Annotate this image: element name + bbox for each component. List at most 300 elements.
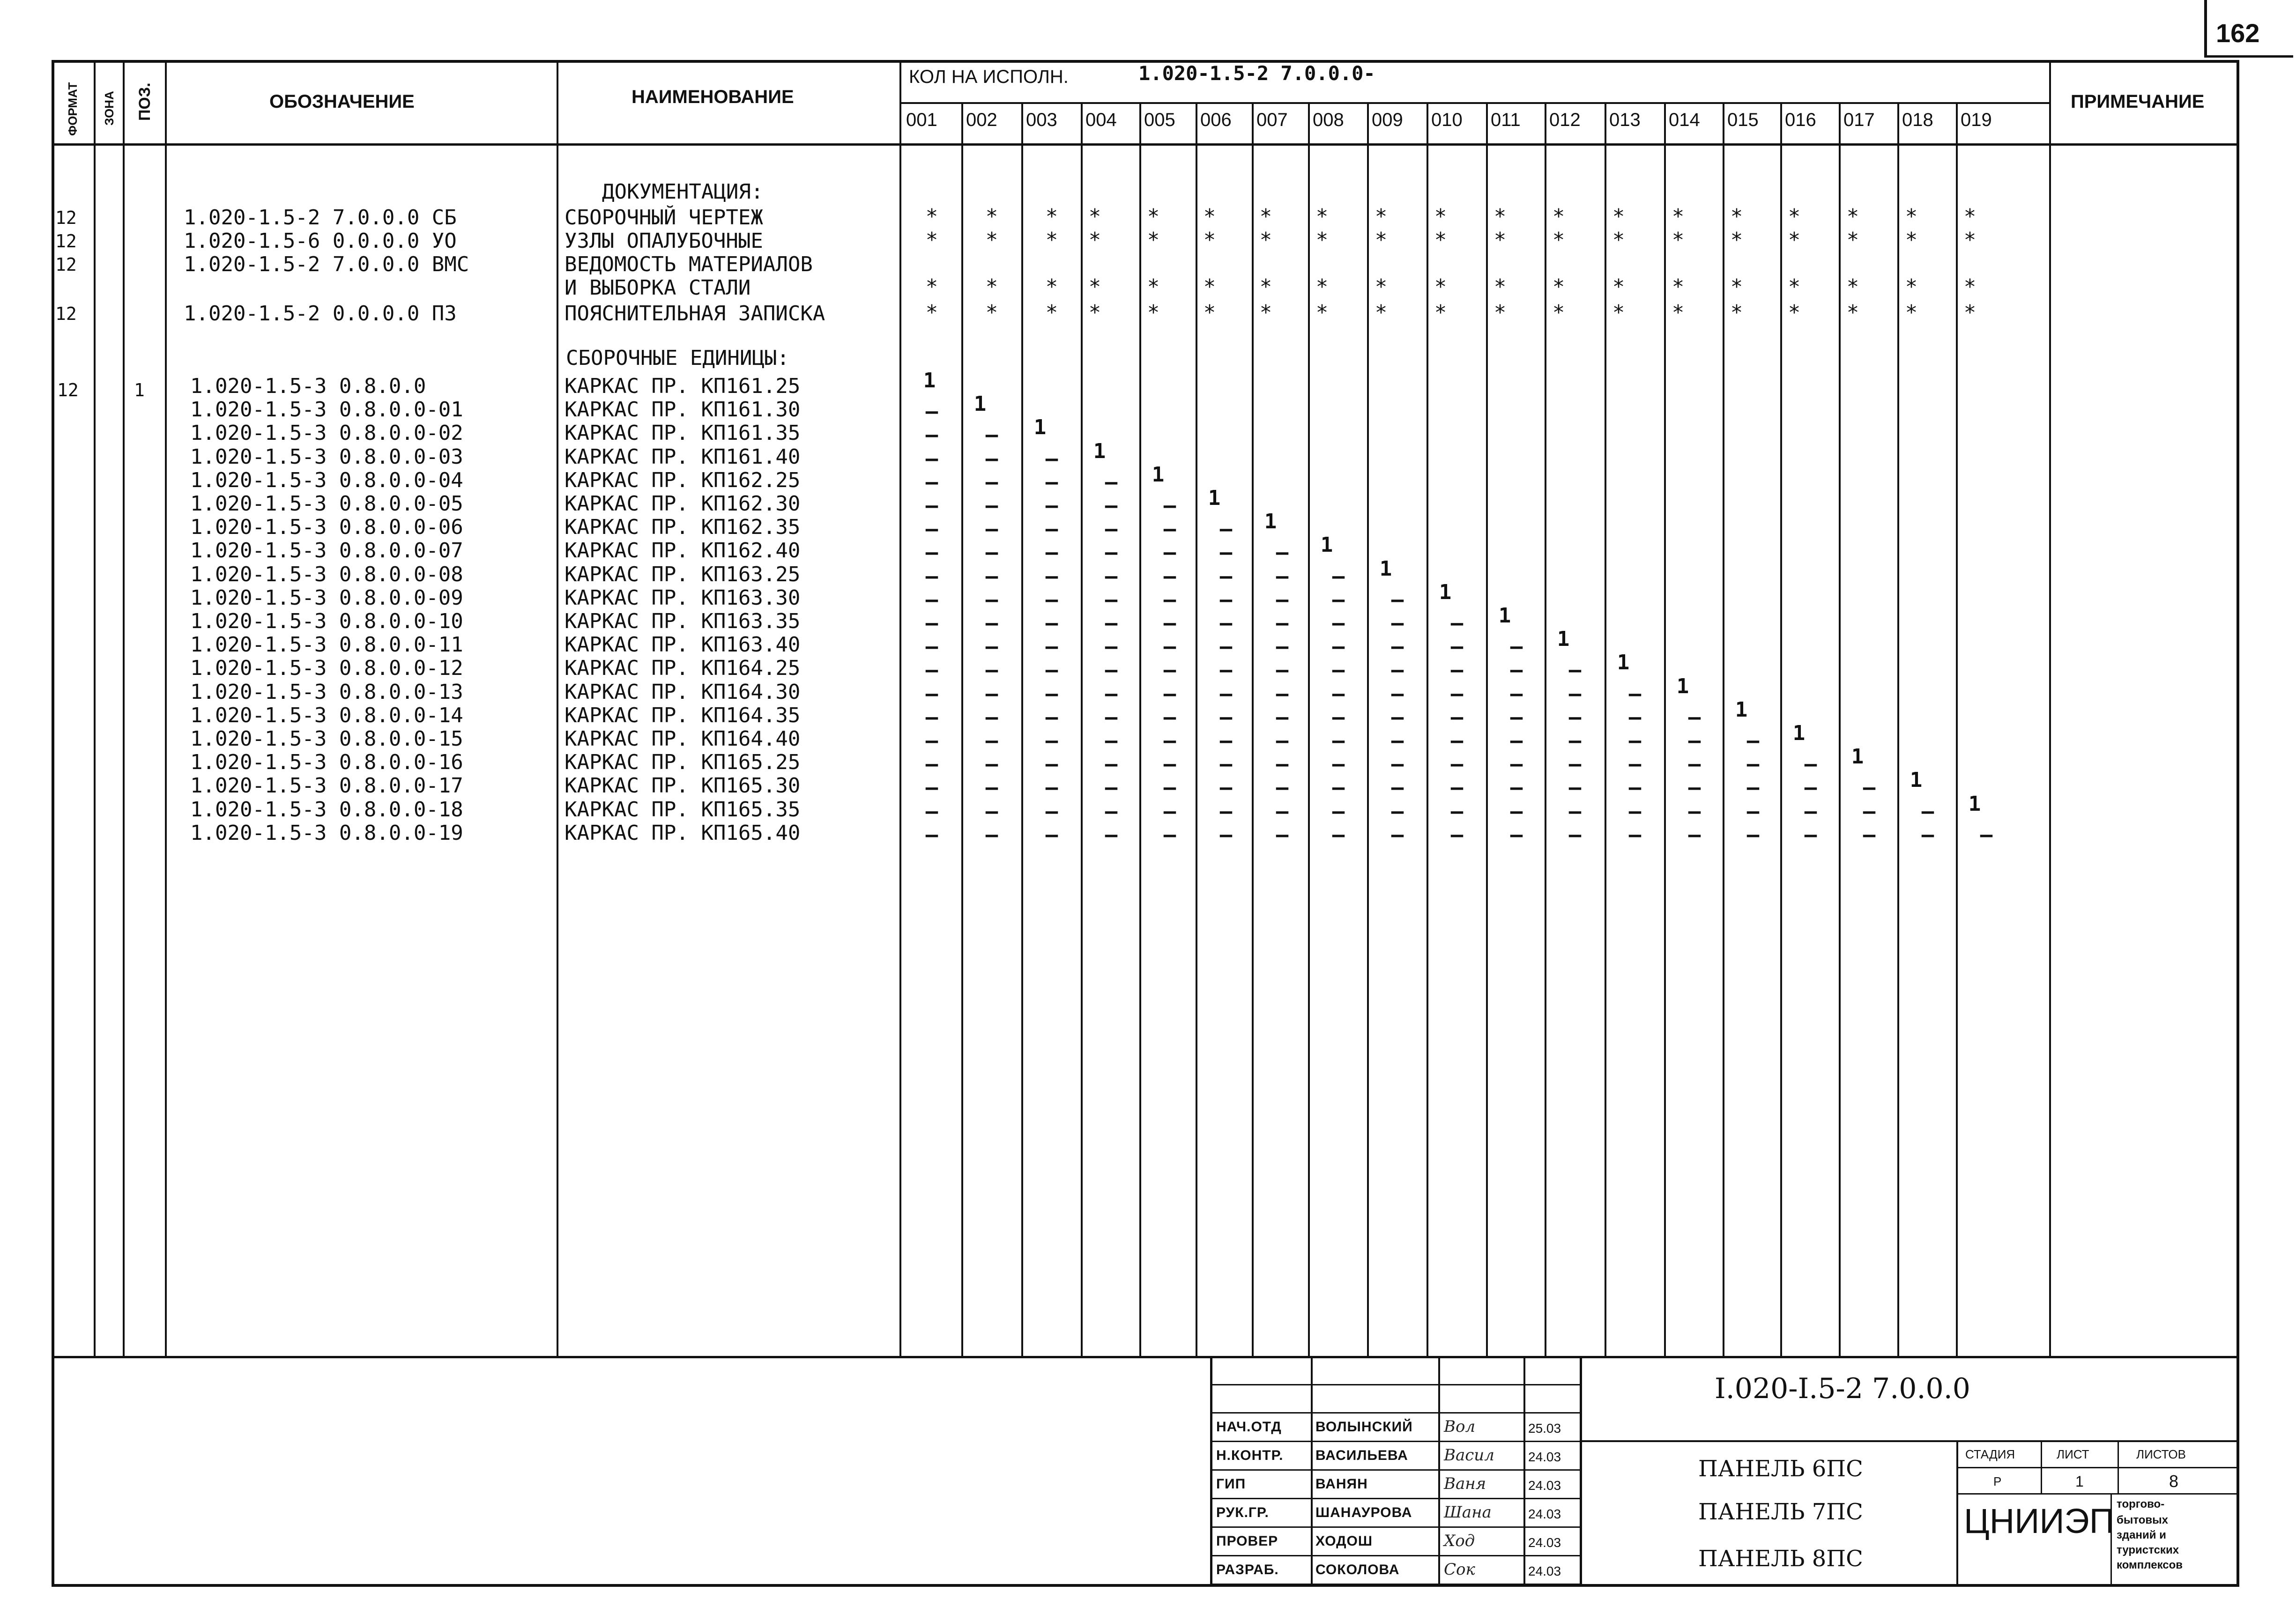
doc-format: 12 bbox=[55, 254, 77, 275]
asm-dash: – bbox=[1276, 611, 1289, 635]
asm-dash: – bbox=[1510, 705, 1523, 729]
asm-one: 1 bbox=[1033, 415, 1047, 439]
asm-dash: – bbox=[1276, 540, 1289, 564]
doc-mark: * bbox=[925, 301, 938, 325]
variant-header: 014 bbox=[1669, 110, 1700, 130]
header-qty-code: 1.020-1.5-2 7.0.0.0- bbox=[1138, 62, 1375, 85]
asm-dash: – bbox=[1688, 823, 1701, 847]
doc-code: I.020-I.5-2 7.0.0.0 bbox=[1715, 1372, 1970, 1405]
asm-dash: – bbox=[1045, 776, 1058, 800]
panel-title-2: ПАНЕЛЬ 7ПС bbox=[1698, 1499, 1863, 1525]
asm-dash: – bbox=[985, 540, 998, 564]
asm-dash: – bbox=[1045, 470, 1058, 494]
asm-dash: – bbox=[925, 658, 938, 682]
asm-one: 1 bbox=[1379, 557, 1392, 581]
asm-dash: – bbox=[1045, 517, 1058, 541]
doc-mark: * bbox=[985, 301, 998, 325]
variant-header: 012 bbox=[1549, 110, 1581, 130]
asm-dash: – bbox=[1804, 752, 1817, 776]
asm-dash: – bbox=[1045, 540, 1058, 564]
asm-dash: – bbox=[1510, 729, 1523, 753]
asm-designation: 1.020-1.5-3 0.8.0.0-04 bbox=[190, 468, 463, 492]
asm-dash: – bbox=[1628, 776, 1642, 800]
staff-signature: Вол bbox=[1444, 1417, 1476, 1436]
asm-one: 1 bbox=[1208, 486, 1221, 510]
stage-value: Р bbox=[1993, 1474, 2002, 1488]
asm-designation: 1.020-1.5-3 0.8.0.0-09 bbox=[190, 586, 463, 610]
doc-mark: * bbox=[925, 205, 938, 229]
asm-dash: – bbox=[1105, 776, 1118, 800]
asm-dash: – bbox=[1804, 776, 1817, 800]
asm-dash: – bbox=[1332, 729, 1345, 753]
sheets-label: ЛИСТОВ bbox=[2136, 1447, 2186, 1461]
asm-dash: – bbox=[1450, 682, 1464, 706]
asm-dash: – bbox=[1163, 705, 1176, 729]
col-line-zone bbox=[123, 60, 125, 1357]
asm-dash: – bbox=[1045, 494, 1058, 518]
tb-code-bottom bbox=[1580, 1440, 2238, 1442]
asm-dash: – bbox=[1568, 682, 1582, 706]
asm-dash: – bbox=[1391, 588, 1404, 612]
asm-dash: – bbox=[1045, 729, 1058, 753]
asm-name: КАРКАС ПР. КП162.25 bbox=[565, 468, 801, 492]
asm-dash: – bbox=[1163, 611, 1176, 635]
variant-col-line bbox=[1139, 102, 1141, 1357]
asm-dash: – bbox=[1105, 682, 1118, 706]
col-line-name bbox=[899, 60, 901, 1357]
asm-name: КАРКАС ПР. КП164.40 bbox=[565, 727, 801, 751]
asm-name: КАРКАС ПР. КП165.35 bbox=[565, 798, 801, 822]
asm-dash: – bbox=[1332, 611, 1345, 635]
asm-dash: – bbox=[1568, 823, 1582, 847]
doc-mark: * bbox=[1315, 301, 1329, 325]
staff-role: НАЧ.ОТД bbox=[1216, 1419, 1282, 1435]
asm-designation: 1.020-1.5-3 0.8.0.0-13 bbox=[190, 680, 463, 704]
org-sub-3: зданий и bbox=[2117, 1529, 2166, 1541]
asm-dash: – bbox=[985, 823, 998, 847]
doc-mark: * bbox=[1846, 205, 1859, 229]
doc-designation: 1.020-1.5-2 7.0.0.0 ВМС bbox=[184, 252, 469, 276]
doc-mark: * bbox=[1203, 228, 1216, 252]
asm-dash: – bbox=[1688, 752, 1701, 776]
page-number: 162 bbox=[2216, 18, 2260, 48]
asm-name: КАРКАС ПР. КП161.35 bbox=[565, 421, 801, 445]
doc-mark: * bbox=[1788, 205, 1801, 229]
variant-header: 011 bbox=[1491, 110, 1521, 130]
doc-mark: * bbox=[1315, 228, 1329, 252]
staff-name: ХОДОШ bbox=[1315, 1533, 1373, 1549]
sheets-value: 8 bbox=[2169, 1472, 2179, 1491]
asm-dash: – bbox=[1276, 729, 1289, 753]
asm-dash: – bbox=[1219, 776, 1233, 800]
asm-dash: – bbox=[925, 682, 938, 706]
doc-mark: * bbox=[1788, 228, 1801, 252]
staff-signature: Ваня bbox=[1444, 1474, 1486, 1493]
asm-dash: – bbox=[1276, 658, 1289, 682]
asm-dash: – bbox=[1921, 800, 1934, 823]
asm-dash: – bbox=[1450, 635, 1464, 659]
asm-dash: – bbox=[985, 447, 998, 471]
asm-dash: – bbox=[1105, 540, 1118, 564]
asm-dash: – bbox=[1105, 658, 1118, 682]
staff-row-line bbox=[1210, 1555, 1580, 1556]
doc-mark: * bbox=[1494, 228, 1507, 252]
doc-mark: * bbox=[1612, 301, 1625, 325]
variant-col-line bbox=[1196, 102, 1197, 1357]
asm-dash: – bbox=[1045, 705, 1058, 729]
asm-dash: – bbox=[925, 752, 938, 776]
asm-dash: – bbox=[1332, 705, 1345, 729]
asm-first-pos: 1 bbox=[134, 380, 145, 400]
qty-header-divider bbox=[901, 102, 2049, 104]
staff-signature: Васил bbox=[1444, 1446, 1494, 1465]
asm-dash: – bbox=[925, 800, 938, 823]
asm-dash: – bbox=[1804, 800, 1817, 823]
doc-mark: * bbox=[1088, 228, 1101, 252]
doc-mark: * bbox=[985, 205, 998, 229]
asm-dash: – bbox=[1628, 752, 1642, 776]
doc-mark: * bbox=[1552, 228, 1565, 252]
asm-dash: – bbox=[1105, 611, 1118, 635]
asm-designation: 1.020-1.5-3 0.8.0.0-18 bbox=[190, 798, 463, 822]
asm-dash: – bbox=[925, 423, 938, 447]
doc-mark: * bbox=[1375, 275, 1388, 299]
doc-mark: * bbox=[1846, 228, 1859, 252]
asm-dash: – bbox=[1276, 635, 1289, 659]
asm-dash: – bbox=[1045, 564, 1058, 588]
asm-dash: – bbox=[985, 658, 998, 682]
staff-role: РУК.ГР. bbox=[1216, 1505, 1269, 1520]
asm-designation: 1.020-1.5-3 0.8.0.0-15 bbox=[190, 727, 463, 751]
asm-dash: – bbox=[1746, 752, 1760, 776]
doc-mark: * bbox=[1088, 205, 1101, 229]
asm-dash: – bbox=[1276, 564, 1289, 588]
asm-dash: – bbox=[1391, 823, 1404, 847]
asm-dash: – bbox=[1105, 470, 1118, 494]
asm-dash: – bbox=[1688, 800, 1701, 823]
doc-mark: * bbox=[1552, 275, 1565, 299]
asm-dash: – bbox=[1391, 611, 1404, 635]
asm-dash: – bbox=[1045, 658, 1058, 682]
variant-header: 004 bbox=[1085, 110, 1117, 130]
doc-mark: * bbox=[1375, 301, 1388, 325]
staff-date: 24.03 bbox=[1528, 1535, 1561, 1550]
doc-mark: * bbox=[1963, 228, 1976, 252]
asm-name: КАРКАС ПР. КП163.35 bbox=[565, 609, 801, 633]
doc-mark: * bbox=[1612, 275, 1625, 299]
asm-dash: – bbox=[1276, 800, 1289, 823]
asm-dash: – bbox=[985, 682, 998, 706]
page-number-marker bbox=[2204, 0, 2207, 56]
asm-dash: – bbox=[1045, 611, 1058, 635]
doc-mark: * bbox=[1147, 205, 1160, 229]
staff-date: 24.03 bbox=[1528, 1478, 1561, 1493]
tb-col-3 bbox=[1523, 1356, 1525, 1585]
asm-dash: – bbox=[1391, 682, 1404, 706]
org-sub-4: туристских bbox=[2117, 1544, 2179, 1556]
doc-designation: 1.020-1.5-2 7.0.0.0 СБ bbox=[184, 206, 457, 229]
variant-col-line bbox=[1664, 102, 1666, 1357]
asm-dash: – bbox=[1163, 635, 1176, 659]
asm-dash: – bbox=[1450, 658, 1464, 682]
asm-one: 1 bbox=[1851, 745, 1864, 769]
asm-dash: – bbox=[1332, 823, 1345, 847]
asm-dash: – bbox=[1450, 611, 1464, 635]
doc-mark: * bbox=[985, 275, 998, 299]
asm-first-format: 12 bbox=[57, 380, 79, 400]
staff-row-line bbox=[1210, 1526, 1580, 1528]
doc-mark: * bbox=[1905, 301, 1918, 325]
variant-header: 003 bbox=[1026, 110, 1057, 130]
asm-name: КАРКАС ПР. КП161.30 bbox=[565, 398, 801, 422]
asm-dash: – bbox=[1450, 800, 1464, 823]
doc-mark: * bbox=[985, 228, 998, 252]
org-sub-5: комплексов bbox=[2117, 1559, 2183, 1571]
asm-dash: – bbox=[925, 540, 938, 564]
doc-mark: * bbox=[1552, 301, 1565, 325]
panel-title-1: ПАНЕЛЬ 6ПС bbox=[1698, 1456, 1863, 1482]
variant-col-line bbox=[1605, 102, 1606, 1357]
asm-dash: – bbox=[1568, 658, 1582, 682]
doc-mark: * bbox=[1730, 301, 1743, 325]
doc-mark: * bbox=[1203, 301, 1216, 325]
asm-dash: – bbox=[985, 470, 998, 494]
staff-name: ВОЛЫНСКИЙ bbox=[1315, 1419, 1413, 1435]
tb-stage-v1 bbox=[2041, 1440, 2042, 1494]
asm-dash: – bbox=[985, 517, 998, 541]
doc-mark: * bbox=[1259, 228, 1272, 252]
staff-role: РАЗРАБ. bbox=[1216, 1562, 1279, 1577]
asm-dash: – bbox=[985, 635, 998, 659]
asm-dash: – bbox=[985, 776, 998, 800]
staff-row-line bbox=[1210, 1498, 1580, 1499]
variant-header: 013 bbox=[1609, 110, 1641, 130]
asm-name: КАРКАС ПР. КП165.25 bbox=[565, 750, 801, 774]
asm-dash: – bbox=[1163, 776, 1176, 800]
asm-dash: – bbox=[1568, 776, 1582, 800]
asm-dash: – bbox=[1105, 823, 1118, 847]
asm-dash: – bbox=[1163, 823, 1176, 847]
doc-mark: * bbox=[1552, 205, 1565, 229]
asm-dash: – bbox=[1332, 635, 1345, 659]
asm-dash: – bbox=[925, 400, 938, 423]
asm-dash: – bbox=[1332, 682, 1345, 706]
doc-mark: * bbox=[1730, 205, 1743, 229]
variant-header: 002 bbox=[966, 110, 997, 130]
doc-mark: * bbox=[1963, 301, 1976, 325]
asm-dash: – bbox=[985, 423, 998, 447]
variant-col-line bbox=[1367, 102, 1369, 1357]
asm-dash: – bbox=[925, 588, 938, 612]
variant-header: 001 bbox=[906, 110, 937, 130]
asm-dash: – bbox=[1332, 658, 1345, 682]
asm-dash: – bbox=[1391, 658, 1404, 682]
asm-dash: – bbox=[1219, 823, 1233, 847]
asm-one: 1 bbox=[1152, 463, 1165, 487]
asm-dash: – bbox=[1746, 776, 1760, 800]
asm-dash: – bbox=[1045, 635, 1058, 659]
asm-dash: – bbox=[1391, 705, 1404, 729]
asm-dash: – bbox=[1219, 564, 1233, 588]
asm-dash: – bbox=[1163, 729, 1176, 753]
staff-row-line bbox=[1210, 1469, 1580, 1471]
doc-name: ПОЯСНИТЕЛЬНАЯ ЗАПИСКА bbox=[565, 302, 825, 326]
staff-role: ПРОВЕР bbox=[1216, 1533, 1278, 1549]
asm-dash: – bbox=[925, 823, 938, 847]
asm-name: КАРКАС ПР. КП163.25 bbox=[565, 563, 801, 586]
tb-h-row-b bbox=[1210, 1412, 1580, 1414]
doc-mark: * bbox=[1045, 301, 1058, 325]
asm-dash: – bbox=[1276, 705, 1289, 729]
asm-name: КАРКАС ПР. КП164.25 bbox=[565, 656, 801, 680]
asm-dash: – bbox=[925, 729, 938, 753]
variant-header: 010 bbox=[1431, 110, 1463, 130]
tb-col-2 bbox=[1438, 1356, 1440, 1585]
asm-dash: – bbox=[1863, 800, 1876, 823]
asm-dash: – bbox=[1746, 800, 1760, 823]
staff-row-line bbox=[1210, 1584, 1580, 1585]
asm-dash: – bbox=[1219, 611, 1233, 635]
doc-section-title: ДОКУМЕНТАЦИЯ: bbox=[602, 180, 764, 204]
asm-dash: – bbox=[1105, 752, 1118, 776]
asm-dash: – bbox=[1746, 823, 1760, 847]
asm-dash: – bbox=[1105, 635, 1118, 659]
asm-dash: – bbox=[1276, 776, 1289, 800]
asm-dash: – bbox=[1105, 517, 1118, 541]
variant-header: 019 bbox=[1961, 110, 1992, 130]
doc-mark: * bbox=[1147, 228, 1160, 252]
header-qty-prefix: КОЛ НА ИСПОЛН. bbox=[909, 67, 1069, 87]
asm-dash: – bbox=[985, 494, 998, 518]
asm-dash: – bbox=[1628, 729, 1642, 753]
asm-dash: – bbox=[1568, 752, 1582, 776]
asm-dash: – bbox=[1105, 494, 1118, 518]
staff-name: ВАНЯН bbox=[1315, 1476, 1368, 1492]
table-bottom-line bbox=[52, 1356, 2239, 1358]
doc-name: СБОРОЧНЫЙ ЧЕРТЕЖ bbox=[565, 206, 763, 229]
asm-designation: 1.020-1.5-3 0.8.0.0-17 bbox=[190, 774, 463, 798]
asm-designation: 1.020-1.5-3 0.8.0.0-11 bbox=[190, 633, 463, 657]
doc-mark: * bbox=[1088, 275, 1101, 299]
asm-dash: – bbox=[925, 447, 938, 471]
variant-header: 015 bbox=[1727, 110, 1759, 130]
asm-dash: – bbox=[1688, 729, 1701, 753]
asm-designation: 1.020-1.5-3 0.8.0.0-16 bbox=[190, 750, 463, 774]
asm-dash: – bbox=[925, 494, 938, 518]
asm-dash: – bbox=[1332, 776, 1345, 800]
doc-mark: * bbox=[1494, 301, 1507, 325]
asm-one: 1 bbox=[1557, 627, 1570, 651]
staff-role: ГИП bbox=[1216, 1476, 1246, 1492]
doc-name: ВЕДОМОСТЬ МАТЕРИАЛОВ bbox=[565, 252, 813, 276]
col-line-pos bbox=[165, 60, 167, 1357]
doc-designation: 1.020-1.5-2 0.0.0.0 ПЗ bbox=[184, 302, 457, 326]
tb-top-left bbox=[1210, 1356, 1212, 1585]
doc-mark: * bbox=[1846, 301, 1859, 325]
doc-designation: 1.020-1.5-6 0.0.0.0 УО bbox=[184, 229, 457, 253]
doc-mark: * bbox=[1494, 205, 1507, 229]
asm-one: 1 bbox=[1320, 533, 1333, 557]
doc-mark: * bbox=[1788, 275, 1801, 299]
staff-signature: Шана bbox=[1444, 1503, 1492, 1522]
asm-name: КАРКАС ПР. КП164.30 bbox=[565, 680, 801, 704]
asm-dash: – bbox=[1510, 800, 1523, 823]
doc-mark: * bbox=[1434, 205, 1447, 229]
doc-mark: * bbox=[1259, 301, 1272, 325]
variant-header: 009 bbox=[1372, 110, 1403, 130]
asm-dash: – bbox=[1391, 752, 1404, 776]
doc-mark: * bbox=[1434, 228, 1447, 252]
staff-date: 24.03 bbox=[1528, 1450, 1561, 1464]
asm-dash: – bbox=[1219, 588, 1233, 612]
doc-mark: * bbox=[1905, 205, 1918, 229]
asm-dash: – bbox=[1688, 705, 1701, 729]
variant-col-line bbox=[1486, 102, 1488, 1357]
doc-mark: * bbox=[1045, 275, 1058, 299]
asm-name: КАРКАС ПР. КП163.40 bbox=[565, 633, 801, 657]
asm-dash: – bbox=[1219, 540, 1233, 564]
staff-row-line bbox=[1210, 1441, 1580, 1442]
doc-mark: * bbox=[1045, 205, 1058, 229]
asm-dash: – bbox=[1510, 823, 1523, 847]
asm-dash: – bbox=[925, 517, 938, 541]
asm-dash: – bbox=[1921, 823, 1934, 847]
asm-dash: – bbox=[1746, 729, 1760, 753]
asm-dash: – bbox=[1045, 447, 1058, 471]
asm-dash: – bbox=[1628, 682, 1642, 706]
asm-name: КАРКАС ПР. КП161.25 bbox=[565, 374, 801, 398]
variant-col-line bbox=[1956, 102, 1958, 1357]
asm-name: КАРКАС ПР. КП161.40 bbox=[565, 445, 801, 469]
doc-mark: * bbox=[1672, 228, 1685, 252]
asm-dash: – bbox=[1332, 588, 1345, 612]
tb-h-row-a bbox=[1210, 1384, 1580, 1385]
variant-col-line bbox=[1897, 102, 1899, 1357]
asm-dash: – bbox=[1450, 729, 1464, 753]
page-number-underline bbox=[2204, 55, 2293, 58]
asm-one: 1 bbox=[1676, 674, 1689, 698]
asm-dash: – bbox=[1391, 776, 1404, 800]
asm-dash: – bbox=[1863, 823, 1876, 847]
asm-dash: – bbox=[985, 705, 998, 729]
asm-dash: – bbox=[1276, 682, 1289, 706]
doc-mark: * bbox=[1088, 301, 1101, 325]
asm-dash: – bbox=[1045, 800, 1058, 823]
doc-format: 12 bbox=[55, 207, 77, 228]
asm-name: КАРКАС ПР. КП162.30 bbox=[565, 492, 801, 516]
staff-name: ШАНАУРОВА bbox=[1315, 1505, 1412, 1520]
header-note: ПРИМЕЧАНИЕ bbox=[2071, 91, 2205, 112]
variant-header: 006 bbox=[1200, 110, 1232, 130]
asm-dash: – bbox=[1332, 752, 1345, 776]
asm-dash: – bbox=[1450, 776, 1464, 800]
variant-col-line bbox=[1427, 102, 1428, 1357]
doc-mark: * bbox=[1259, 205, 1272, 229]
asm-dash: – bbox=[1863, 776, 1876, 800]
asm-dash: – bbox=[1219, 658, 1233, 682]
variant-header: 007 bbox=[1256, 110, 1288, 130]
asm-dash: – bbox=[925, 470, 938, 494]
asm-dash: – bbox=[1804, 823, 1817, 847]
doc-mark: * bbox=[925, 275, 938, 299]
asm-dash: – bbox=[925, 611, 938, 635]
doc-mark: * bbox=[1672, 205, 1685, 229]
asm-dash: – bbox=[1391, 635, 1404, 659]
col-line-qty-end bbox=[2049, 60, 2051, 1357]
asm-dash: – bbox=[1628, 823, 1642, 847]
staff-date: 25.03 bbox=[1528, 1421, 1561, 1436]
header-format: ФОРМАТ bbox=[66, 82, 80, 136]
